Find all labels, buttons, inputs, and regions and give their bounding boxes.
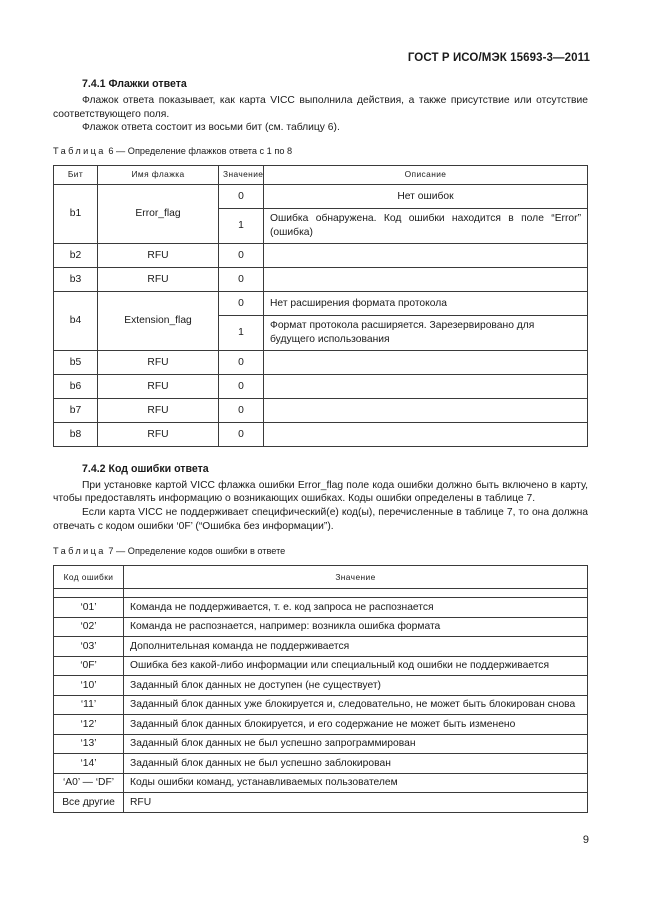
- value-cell: 0: [219, 422, 264, 446]
- meaning-cell: Ошибка без какой-либо информации или специальный код ошибки не поддерживается: [124, 656, 588, 676]
- error-code-cell: ‘03’: [54, 637, 124, 657]
- section-7-4-1-para-1: Флажок ответа показывает, как карта VICC выполнила действия, а также присутствие или отсутствие соответствующего поля.: [53, 94, 588, 120]
- meaning-cell: Заданный блок данных не был успешно заблокирован: [124, 754, 588, 774]
- table-6-caption-text: 6 — Определение флажков ответа с 1 по 8: [108, 145, 293, 156]
- description-cell: [264, 398, 588, 422]
- description-cell: Нет расширения формата протокола: [264, 291, 588, 315]
- table-row: [54, 350, 588, 374]
- flag-name-cell: RFU: [98, 243, 219, 267]
- document-code-header: ГОСТ Р ИСО/МЭК 15693-3—2011: [407, 52, 590, 64]
- meaning-cell: Заданный блок данных уже блокируется и, следовательно, не может быть блокирован снова: [124, 695, 588, 715]
- table-7-caption-text: 7 — Определение кодов ошибки в ответе: [108, 546, 286, 557]
- table-row: [54, 676, 588, 696]
- bit-cell: b4: [54, 291, 98, 350]
- table-6-response-flags: [53, 165, 588, 447]
- table-header-row: [54, 165, 588, 184]
- meaning-cell: Команда не распознается, например: возникла ошибка формата: [124, 617, 588, 637]
- bit-cell: b8: [54, 422, 98, 446]
- column-header-flag-name: Имя флажка: [98, 165, 219, 184]
- section-7-4-2-title: 7.4.2 Код ошибки ответа: [82, 462, 209, 475]
- meaning-cell: Команда не поддерживается, т. е. код запроса не распознается: [124, 598, 588, 618]
- table-6-caption: [53, 145, 588, 157]
- description-cell: Формат протокола расширяется. Зарезервировано для будущего использования: [264, 315, 588, 350]
- table-row: [54, 734, 588, 754]
- meaning-cell: Заданный блок данных блокируется, и его содержание не может быть изменено: [124, 715, 588, 735]
- table-row: [54, 243, 588, 267]
- column-header-meaning: Значение: [124, 566, 588, 589]
- spacer-cell: [54, 589, 124, 598]
- value-cell: 0: [219, 291, 264, 315]
- meaning-cell: RFU: [124, 793, 588, 813]
- table-header-row: [54, 566, 588, 589]
- bit-cell: b7: [54, 398, 98, 422]
- error-code-cell: ‘12’: [54, 715, 124, 735]
- table-row: [54, 398, 588, 422]
- table-row: [54, 695, 588, 715]
- flag-name-cell: RFU: [98, 374, 219, 398]
- table-row: [54, 598, 588, 618]
- table-7-caption: [53, 545, 588, 557]
- table-row: [54, 793, 588, 813]
- table-row: [54, 754, 588, 774]
- table-row: [54, 773, 588, 793]
- column-header-error-code: Код ошибки: [54, 566, 124, 589]
- description-cell: [264, 422, 588, 446]
- section-7-4-1-title: 7.4.1 Флажки ответа: [82, 78, 187, 90]
- meaning-cell: Дополнительная команда не поддерживается: [124, 637, 588, 657]
- description-cell: [264, 350, 588, 374]
- bit-cell: b6: [54, 374, 98, 398]
- table-row: [54, 617, 588, 637]
- table-row: [54, 715, 588, 735]
- value-cell: 0: [219, 374, 264, 398]
- description-cell: Нет ошибок: [264, 184, 588, 208]
- meaning-cell: Коды ошибки команд, устанавливаемых пользователем: [124, 773, 588, 793]
- error-code-cell: ‘0F’: [54, 656, 124, 676]
- table-row: [54, 637, 588, 657]
- description-cell: Ошибка обнаружена. Код ошибки находится в поле “Error” (ошибка): [264, 208, 588, 243]
- value-cell: 0: [219, 267, 264, 291]
- bit-cell: b1: [54, 184, 98, 243]
- error-code-cell: Все другие: [54, 793, 124, 813]
- value-cell: 1: [219, 208, 264, 243]
- value-cell: 0: [219, 398, 264, 422]
- table-row: [54, 656, 588, 676]
- bit-cell: b3: [54, 267, 98, 291]
- section-7-4-2-para-2: Если карта VICC не поддерживает специфический(е) код(ы), перечисленные в таблице 7, то она должна отвечать с кодом ошибки ‘0F’ (“Ошибка без информации”).: [53, 506, 588, 532]
- column-header-value: Значение: [219, 165, 264, 184]
- meaning-cell: Заданный блок данных не был успешно запрограммирован: [124, 734, 588, 754]
- value-cell: 1: [219, 315, 264, 350]
- meaning-cell: Заданный блок данных не доступен (не существует): [124, 676, 588, 696]
- page-number: 9: [582, 834, 589, 846]
- description-cell: [264, 374, 588, 398]
- flag-name-cell: Error_flag: [98, 184, 219, 243]
- table-row: [54, 267, 588, 291]
- description-cell: [264, 267, 588, 291]
- table-6-caption-prefix: Таблица: [53, 145, 106, 156]
- table-row: [54, 184, 588, 208]
- bit-cell: b5: [54, 350, 98, 374]
- table-row: [54, 374, 588, 398]
- value-cell: 0: [219, 243, 264, 267]
- error-code-cell: ‘13’: [54, 734, 124, 754]
- bit-cell: b2: [54, 243, 98, 267]
- page-content: [53, 78, 588, 813]
- error-code-cell: ‘01’: [54, 598, 124, 618]
- column-header-description: Описание: [264, 165, 588, 184]
- table-spacer-row: [54, 589, 588, 598]
- spacer-cell: [124, 589, 588, 598]
- flag-name-cell: RFU: [98, 350, 219, 374]
- error-code-cell: ‘14’: [54, 754, 124, 774]
- value-cell: 0: [219, 350, 264, 374]
- flag-name-cell: RFU: [98, 398, 219, 422]
- column-header-bit: Бит: [54, 165, 98, 184]
- error-code-cell: ‘A0’ — ‘DF’: [54, 773, 124, 793]
- value-cell: 0: [219, 184, 264, 208]
- section-7-4-1-para-2: Флажок ответа состоит из восьми бит (см. таблицу 6).: [82, 122, 340, 134]
- flag-name-cell: Extension_flag: [98, 291, 219, 350]
- table-row: [54, 422, 588, 446]
- flag-name-cell: RFU: [98, 267, 219, 291]
- table-row: [54, 291, 588, 315]
- error-code-cell: ‘02’: [54, 617, 124, 637]
- description-cell: [264, 243, 588, 267]
- error-code-cell: ‘10’: [54, 676, 124, 696]
- section-7-4-2-para-1: При установке картой VICC флажка ошибки Error_flag поле кода ошибки должно быть включено в карту, чтобы предоставлять информацию о возникающих ошибках. Коды ошибки определены в таблице 7.: [53, 479, 588, 505]
- table-7-error-codes: [53, 565, 588, 813]
- flag-name-cell: RFU: [98, 422, 219, 446]
- error-code-cell: ‘11’: [54, 695, 124, 715]
- table-7-caption-prefix: Таблица: [53, 546, 106, 557]
